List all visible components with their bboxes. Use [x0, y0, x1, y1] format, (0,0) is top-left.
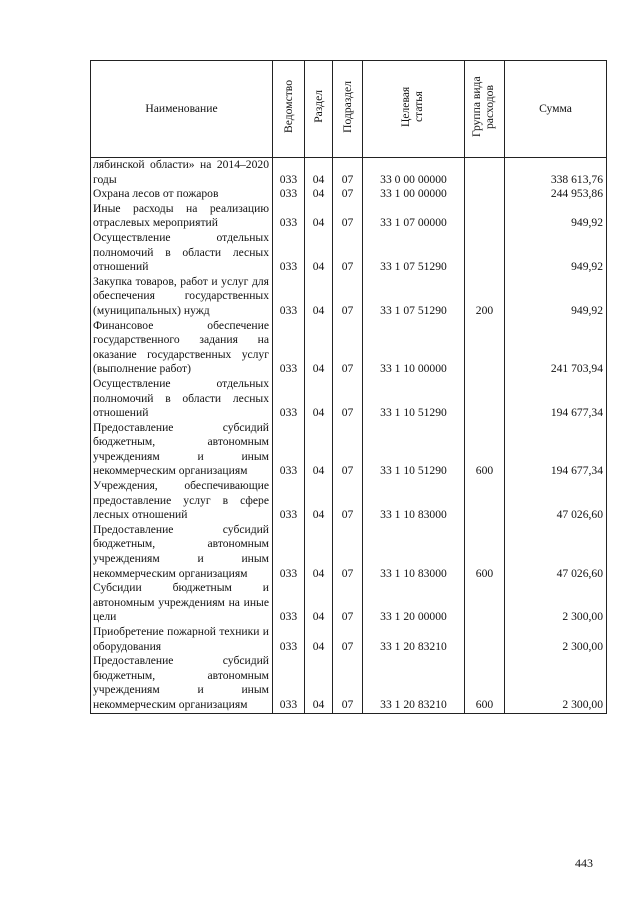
cell-celevaya-statya: 33 1 10 51290: [363, 377, 465, 421]
cell-razdel: 04: [305, 377, 333, 421]
table-row: [91, 158, 607, 188]
cell-vedomstvo: 033: [273, 421, 305, 479]
cell-gruppa-vida-rashodov: 600: [465, 654, 505, 713]
table-row: [91, 625, 607, 654]
table-row: [91, 202, 607, 231]
cell-podrazdel: 07: [333, 275, 363, 319]
cell-gruppa-vida-rashodov: [465, 319, 505, 377]
cell-razdel: 04: [305, 625, 333, 654]
cell-gruppa-vida-rashodov: 600: [465, 523, 505, 581]
cell-podrazdel: 07: [333, 479, 363, 523]
cell-razdel: 04: [305, 275, 333, 319]
cell-summa: 47 026,60: [505, 479, 607, 523]
table-row: [91, 319, 607, 377]
cell-razdel: 04: [305, 187, 333, 202]
header-podrazdel: Подраздел: [333, 61, 363, 158]
cell-name: Приобретение пожарной техники и оборудования: [91, 625, 273, 654]
cell-podrazdel: 07: [333, 158, 363, 188]
cell-podrazdel: 07: [333, 319, 363, 377]
cell-name: Предоставление субсидий бюджетным, автономным учреждениям и иным некоммерческим организациям: [91, 654, 273, 713]
cell-podrazdel: 07: [333, 202, 363, 231]
cell-celevaya-statya: 33 1 20 83210: [363, 654, 465, 713]
table-row: [91, 523, 607, 581]
cell-vedomstvo: 033: [273, 625, 305, 654]
cell-summa: 949,92: [505, 275, 607, 319]
cell-razdel: 04: [305, 523, 333, 581]
cell-gruppa-vida-rashodov: [465, 158, 505, 188]
cell-gruppa-vida-rashodov: [465, 625, 505, 654]
cell-vedomstvo: 033: [273, 187, 305, 202]
cell-celevaya-statya: 33 1 07 00000: [363, 202, 465, 231]
cell-gruppa-vida-rashodov: 200: [465, 275, 505, 319]
cell-celevaya-statya: 33 1 10 83000: [363, 479, 465, 523]
cell-podrazdel: 07: [333, 231, 363, 275]
cell-gruppa-vida-rashodov: [465, 187, 505, 202]
table-row: [91, 275, 607, 319]
cell-celevaya-statya: 33 1 07 51290: [363, 275, 465, 319]
cell-gruppa-vida-rashodov: [465, 479, 505, 523]
cell-gruppa-vida-rashodov: [465, 231, 505, 275]
cell-razdel: 04: [305, 421, 333, 479]
cell-razdel: 04: [305, 158, 333, 188]
header-name: Наименование: [91, 61, 273, 158]
cell-name: Предоставление субсидий бюджетным, автономным учреждениям и иным некоммерческим организациям: [91, 523, 273, 581]
cell-razdel: 04: [305, 319, 333, 377]
cell-name: Охрана лесов от пожаров: [91, 187, 273, 202]
table-row: [91, 479, 607, 523]
cell-name: Учреждения, обеспечивающие предоставление услуг в сфере лесных отношений: [91, 479, 273, 523]
table-row: [91, 654, 607, 713]
cell-vedomstvo: 033: [273, 231, 305, 275]
cell-name: Закупка товаров, работ и услуг для обеспечения государственных (муниципальных) нужд: [91, 275, 273, 319]
cell-podrazdel: 07: [333, 625, 363, 654]
header-razdel: Раздел: [305, 61, 333, 158]
cell-podrazdel: 07: [333, 581, 363, 625]
cell-summa: 194 677,34: [505, 377, 607, 421]
cell-celevaya-statya: 33 1 20 00000: [363, 581, 465, 625]
cell-summa: 2 300,00: [505, 625, 607, 654]
cell-celevaya-statya: 33 1 20 83210: [363, 625, 465, 654]
cell-name: Предоставление субсидий бюджетным, автономным учреждениям и иным некоммерческим организациям: [91, 421, 273, 479]
cell-celevaya-statya: 33 1 00 00000: [363, 187, 465, 202]
cell-vedomstvo: 033: [273, 523, 305, 581]
cell-summa: 244 953,86: [505, 187, 607, 202]
cell-name: Осуществление отдельных полномочий в области лесных отношений: [91, 377, 273, 421]
cell-celevaya-statya: 33 1 10 00000: [363, 319, 465, 377]
cell-razdel: 04: [305, 654, 333, 713]
table-row: [91, 377, 607, 421]
cell-summa: 241 703,94: [505, 319, 607, 377]
cell-podrazdel: 07: [333, 421, 363, 479]
table-row: [91, 581, 607, 625]
cell-celevaya-statya: 33 1 10 83000: [363, 523, 465, 581]
cell-summa: 338 613,76: [505, 158, 607, 188]
cell-razdel: 04: [305, 479, 333, 523]
table-header-row: [91, 61, 607, 158]
cell-vedomstvo: 033: [273, 158, 305, 188]
header-summa: Сумма: [505, 61, 607, 158]
header-celevaya-statya: Целевая статья: [363, 61, 465, 158]
cell-summa: 949,92: [505, 231, 607, 275]
table-row: [91, 421, 607, 479]
budget-table: [90, 60, 607, 714]
page-number: 443: [575, 856, 593, 870]
cell-name: Иные расходы на реализацию отраслевых мероприятий: [91, 202, 273, 231]
cell-gruppa-vida-rashodov: [465, 202, 505, 231]
cell-summa: 2 300,00: [505, 654, 607, 713]
cell-name: лябинской области» на 2014–2020 годы: [91, 158, 273, 188]
cell-gruppa-vida-rashodov: [465, 581, 505, 625]
cell-vedomstvo: 033: [273, 581, 305, 625]
header-vedomstvo: Ведомство: [273, 61, 305, 158]
table-row: [91, 231, 607, 275]
cell-vedomstvo: 033: [273, 275, 305, 319]
cell-podrazdel: 07: [333, 187, 363, 202]
cell-celevaya-statya: 33 1 07 51290: [363, 231, 465, 275]
cell-vedomstvo: 033: [273, 479, 305, 523]
cell-razdel: 04: [305, 202, 333, 231]
cell-summa: 2 300,00: [505, 581, 607, 625]
cell-celevaya-statya: 33 1 10 51290: [363, 421, 465, 479]
cell-podrazdel: 07: [333, 523, 363, 581]
cell-podrazdel: 07: [333, 377, 363, 421]
table-body: [91, 158, 607, 714]
cell-razdel: 04: [305, 581, 333, 625]
cell-gruppa-vida-rashodov: [465, 377, 505, 421]
table-row: [91, 187, 607, 202]
cell-podrazdel: 07: [333, 654, 363, 713]
cell-summa: 47 026,60: [505, 523, 607, 581]
cell-name: Финансовое обеспечение государственного задания на оказание государственных услуг (выполнение работ): [91, 319, 273, 377]
cell-summa: 194 677,34: [505, 421, 607, 479]
cell-summa: 949,92: [505, 202, 607, 231]
cell-celevaya-statya: 33 0 00 00000: [363, 158, 465, 188]
cell-vedomstvo: 033: [273, 654, 305, 713]
cell-vedomstvo: 033: [273, 319, 305, 377]
cell-vedomstvo: 033: [273, 202, 305, 231]
cell-vedomstvo: 033: [273, 377, 305, 421]
header-gruppa-vida-rashodov: Группа вида расходов: [465, 61, 505, 158]
cell-razdel: 04: [305, 231, 333, 275]
cell-name: Субсидии бюджетным и автономным учреждениям на иные цели: [91, 581, 273, 625]
cell-name: Осуществление отдельных полномочий в области лесных отношений: [91, 231, 273, 275]
cell-gruppa-vida-rashodov: 600: [465, 421, 505, 479]
